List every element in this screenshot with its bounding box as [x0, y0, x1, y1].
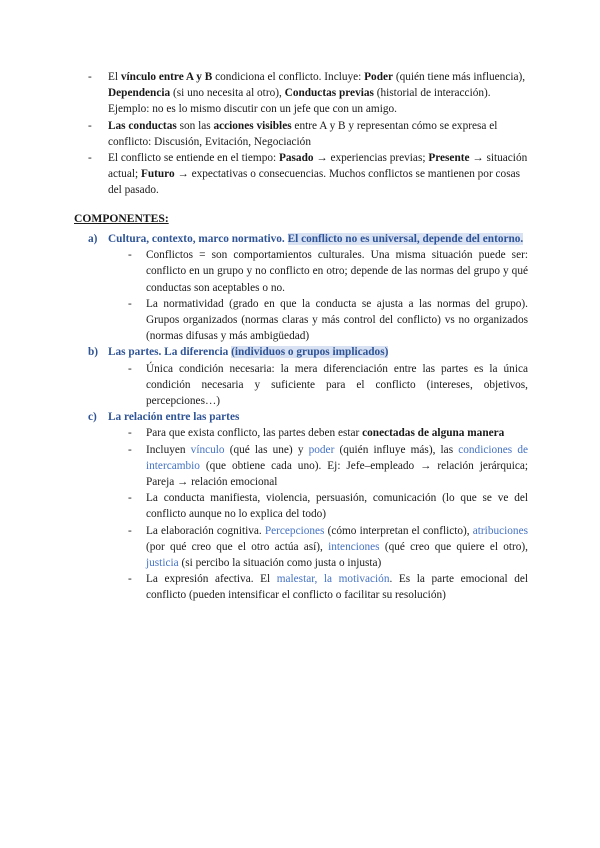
highlighted-text: (individuos o grupos implicados) [231, 346, 389, 359]
colored-term: malestar, la motivación [276, 573, 390, 586]
title-text: Las partes. La diferencia [108, 346, 232, 359]
text-span: (por qué creo que el otro actúa así), [146, 540, 329, 553]
bullet-dash: - [128, 297, 132, 310]
bold-term: Presente [428, 152, 470, 165]
text-span: (si uno necesita al otro), [170, 87, 285, 100]
sub-item [128, 523, 528, 572]
text-span: (si percibo la situación como justa o injusta) [178, 557, 382, 570]
bullet-dash: - [88, 152, 92, 165]
bold-term: acciones visibles [213, 119, 292, 132]
bold-term: Pasado [278, 152, 314, 165]
text-span: (qué creo que quiere el otro), [379, 540, 528, 553]
bullet-dash: - [128, 249, 132, 262]
sub-item-text: La conducta manifiesta, violencia, persuasión, comunicación (lo que se ve del conflicto aunque no lo explica del todo) [146, 492, 528, 521]
component-letter: b) [88, 346, 99, 359]
text-span: → experiencias previas; [313, 152, 429, 165]
text-span: (quién influye más), las [334, 443, 459, 456]
text-span: entre A y B y representan cómo se expresa el conflicto: Discusión, Evitación, Negociación [108, 119, 498, 148]
sub-item [128, 490, 528, 522]
text-span: (qué las une) y [224, 443, 309, 456]
text-span: (historial de interacción). Ejemplo: no es lo mismo discutir con un jefe que con un amigo. [108, 87, 491, 116]
sub-item [128, 571, 528, 603]
bullet-dash: - [128, 362, 132, 375]
bullet-dash: - [128, 427, 132, 440]
bullet-dash: - [128, 524, 132, 537]
sub-item-text: Única condición necesaria: la mera diferenciación entre las partes es la única condición necesaria y suficiente para el conflicto (intereses, objetivos, percepciones…) [146, 362, 528, 408]
colored-term: vínculo [190, 443, 225, 456]
text-span: condiciona el conflicto. Incluye: [212, 71, 365, 83]
intro-item-tiempo [88, 150, 528, 199]
text-span: son las [176, 119, 214, 132]
bold-term: conectadas de alguna manera [362, 427, 505, 440]
text-span: El conflicto se entiende en el tiempo: [108, 152, 279, 165]
component-letter: a) [88, 233, 98, 245]
text-span: → expectativas o consecuencias. Muchos conflictos se mantienen por cosas del pasado. [108, 168, 521, 197]
text-span: La expresión afectiva. El [146, 573, 277, 586]
component-a [88, 231, 528, 344]
colored-term: intenciones [328, 540, 380, 553]
sub-list [128, 425, 528, 603]
sub-item-text: La normatividad (grado en que la conducta se ajusta a las normas del grupo). Grupos organizados (normas claras y más control del conflicto) vs no organizados (normas difusas y más ambigüedad) [146, 297, 528, 343]
component-letter: c) [88, 411, 97, 424]
colored-term: atribuciones [472, 524, 528, 537]
text-span: → situación actual; [108, 152, 528, 181]
sub-item [128, 425, 528, 441]
colored-term: Percepciones [264, 524, 325, 537]
bullet-dash: - [128, 573, 132, 586]
title-text: Cultura, contexto, marco normativo. [108, 233, 285, 245]
component-title [108, 231, 528, 247]
bold-term: Conductas previas [284, 87, 374, 100]
bold-term: Poder [364, 71, 394, 83]
sub-item-text: Conflictos = son comportamientos culturales. Una misma situación puede ser: conflicto en un grupo y no conflicto en otro; depende de las normas del grupo y qué conductas son aceptables o no. [146, 249, 528, 294]
sub-list [128, 247, 528, 344]
components-heading: COMPONENTES: [74, 212, 169, 225]
sub-item [128, 247, 528, 296]
component-c [88, 409, 528, 603]
bullet-dash: - [128, 492, 132, 505]
bullet-dash: - [88, 71, 92, 83]
text-span: (que obtiene cada uno). Ej: Jefe–empleado → relación jerárquica; Pareja → relación emocional [146, 459, 528, 489]
colored-term: condiciones de intercambio [146, 443, 528, 472]
component-title: La relación entre las partes [108, 411, 240, 424]
text-span: El [108, 71, 121, 83]
intro-item-conductas [88, 118, 528, 150]
intro-list [88, 69, 528, 199]
component-b [88, 344, 528, 409]
sub-item [128, 296, 528, 345]
highlighted-text: El conflicto no es universal, depende del entorno. [287, 233, 524, 245]
components-list [88, 231, 528, 604]
bold-term: Dependencia [108, 87, 171, 100]
bold-term: Futuro [140, 168, 175, 181]
text-span: . Es la parte emocional del conflicto (pueden intensificar el conflicto o facilitar su resolución) [146, 573, 529, 602]
colored-term: justicia [146, 557, 179, 570]
text-span: Para que exista conflicto, las partes deben estar [146, 427, 363, 440]
bullet-dash: - [88, 119, 92, 132]
text-span: (cómo interpretan el conflicto), [324, 524, 473, 537]
intro-item-vinculo [88, 69, 528, 118]
bold-term: Las conductas [108, 119, 177, 132]
component-title [108, 344, 528, 360]
text-span: Incluyen [146, 443, 191, 456]
bullet-dash: - [128, 443, 132, 456]
sub-item [128, 442, 528, 491]
bold-term: vínculo entre A y B [120, 71, 213, 83]
sub-list [128, 361, 528, 410]
colored-term: poder [308, 443, 335, 456]
text-span: La elaboración cognitiva. [146, 524, 265, 537]
text-span: (quién tiene más influencia), [393, 71, 526, 83]
sub-item [128, 361, 528, 410]
